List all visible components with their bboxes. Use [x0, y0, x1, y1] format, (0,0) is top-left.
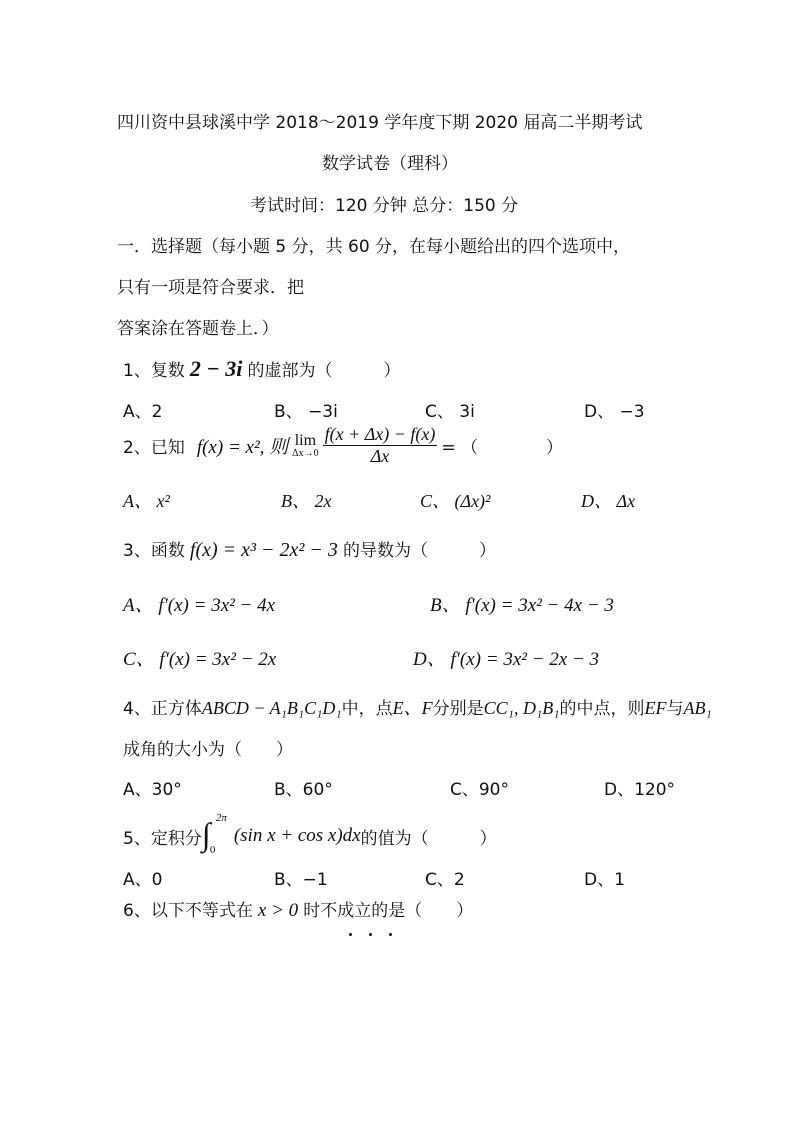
- question-math: AB₁: [683, 698, 712, 718]
- question-text: 复数: [150, 361, 185, 381]
- option-c: C、 (Δx)²: [420, 491, 491, 511]
- question-text: 定积分: [150, 828, 202, 849]
- option-a: A、0: [123, 870, 163, 890]
- question-text: 的中点，则: [559, 699, 645, 719]
- page-subtitle: 数学试卷（理科）: [322, 154, 458, 174]
- section-heading: 一．选择题（每小题 5 分，共 60 分，在每小题给出的四个选项中，: [117, 237, 631, 257]
- option-b: B、−1: [274, 870, 328, 890]
- option-a: A、 x²: [123, 491, 170, 511]
- question-number: 3、: [123, 541, 151, 561]
- limit-operator: [292, 433, 318, 459]
- question-math: 2 − 3i: [189, 356, 243, 381]
- exam-info: 考试时间：120 分钟 总分：150 分: [250, 196, 519, 216]
- option-c: C、2: [425, 870, 465, 890]
- integral-upper-limit: 2π: [215, 812, 227, 824]
- question-text: 的虚部为（ ）: [247, 361, 401, 381]
- question-number: 4、: [123, 699, 151, 719]
- question-6: [123, 896, 473, 922]
- question-text: 以下不等式在: [150, 901, 253, 921]
- option-c: C、90°: [450, 780, 510, 800]
- question-text: 中，点: [341, 699, 393, 719]
- question-3: [123, 536, 496, 562]
- question-text: 分别是: [432, 699, 484, 719]
- question-text: 与: [666, 699, 684, 719]
- question-text: 正方体: [150, 699, 202, 719]
- emphasis-dot: [389, 933, 392, 936]
- question-text: 时不成立的是（ ）: [303, 901, 474, 921]
- question-math: (sin x + cos x)dx: [233, 825, 361, 846]
- question-number: 6、: [123, 901, 151, 921]
- option-b: B、 2x: [281, 491, 332, 511]
- emphasis-dots: [349, 921, 409, 940]
- option-d: D、 −3: [584, 402, 645, 422]
- option-d: D、 f′(x) = 3x² − 2x − 3: [413, 649, 600, 670]
- question-math: x > 0: [257, 900, 299, 921]
- section-instruction-line3: 答案涂在答题卷上．）: [117, 319, 279, 339]
- option-c: C、 3i: [425, 402, 475, 422]
- section-instruction-line2: 只有一项是符合要求．把: [117, 278, 304, 298]
- option-a: A、2: [123, 402, 163, 422]
- question-number: 1、: [123, 361, 151, 381]
- question-text: 已知: [150, 438, 185, 458]
- emphasis-dot: [369, 933, 372, 936]
- limit-label: lim: [294, 431, 317, 449]
- option-c: C、 f′(x) = 3x² − 2x: [123, 649, 277, 670]
- question-math: f(x) = x², 则: [196, 437, 289, 458]
- question-5: [123, 812, 497, 856]
- question-text: 的导数为（ ）: [343, 541, 497, 561]
- question-math: f(x) = x³ − 2x² − 3: [189, 539, 338, 561]
- page-title: 四川资中县球溪中学 2018～2019 学年度下期 2020 届高二半期考试: [117, 113, 643, 133]
- limit-subscript: Δx→0: [292, 447, 319, 459]
- question-math: EF: [644, 698, 667, 718]
- question-1: [123, 356, 400, 382]
- option-a: A、30°: [123, 780, 182, 800]
- fraction-denominator: Δx: [370, 446, 390, 466]
- option-b: B、 f′(x) = 3x² − 4x − 3: [430, 595, 614, 616]
- question-text: = （ ）: [441, 438, 564, 458]
- option-b: B、60°: [274, 780, 333, 800]
- option-a: A、 f′(x) = 3x² − 4x: [123, 595, 276, 616]
- question-text: 函数: [150, 541, 185, 561]
- option-b: B、 −3i: [274, 402, 338, 422]
- question-math: ABCD − A₁B₁C₁D₁: [201, 698, 342, 718]
- fraction-numerator: f(x + Δx) − f(x): [324, 424, 436, 444]
- question-text: 的值为（ ）: [360, 828, 497, 849]
- question-math: CC₁, D₁B₁: [483, 698, 560, 718]
- integral-lower-limit: 0: [209, 844, 216, 856]
- question-math: E、F: [392, 698, 433, 718]
- question-4: [123, 694, 712, 720]
- integral-symbol: ∫: [201, 816, 211, 852]
- emphasis-dot: [349, 933, 352, 936]
- difference-quotient: [323, 424, 438, 467]
- integral-sign: [201, 812, 234, 856]
- option-d: D、 Δx: [581, 491, 636, 511]
- question-2: [123, 424, 563, 467]
- question-4-line2: 成角的大小为（ ）: [123, 740, 293, 760]
- option-d: D、120°: [604, 780, 676, 800]
- option-d: D、1: [584, 870, 625, 890]
- question-number: 5、: [123, 828, 151, 849]
- question-number: 2、: [123, 438, 151, 458]
